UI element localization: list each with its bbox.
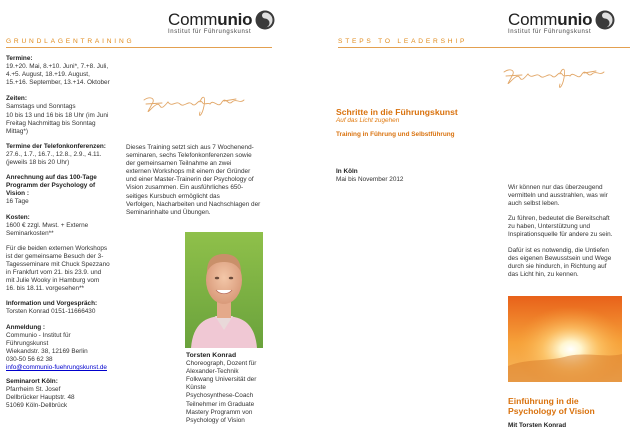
description-line: Dieses Training setzt sich aus 7 Wochenend- xyxy=(126,144,254,151)
training-description xyxy=(126,144,276,217)
title-block xyxy=(336,107,506,139)
description-line: Verfolgen, Nacharbeiten und Nachschlagen der xyxy=(126,200,261,208)
paragraph-line: Dafür ist es notwendig, die Untiefen xyxy=(508,246,609,254)
location-block xyxy=(336,168,404,184)
information-label: Information und Vorgespräch: xyxy=(6,300,98,308)
paragraph-line: Zu führen, bedeutet die Bereitschaft xyxy=(508,215,610,223)
workshops-line: ist der gemeinsame Besuch der 3- xyxy=(6,252,104,260)
person-line: Teilnehmer im Graduate xyxy=(186,400,255,408)
person-line: Choreograph, Dozent für xyxy=(186,360,257,368)
kosten-line: 1600 € zzgl. Mwst. + Externe xyxy=(6,221,89,229)
description-line: seminaren, sechs Telefonkonferenzen sowie xyxy=(126,152,252,160)
person-line: Psychosynthese-Coach xyxy=(186,392,254,400)
termine-line: 19.+20. Mai, 8.+10. Juni*, 7.+8. Juli, xyxy=(6,63,109,71)
section-heading-right: STEPS TO LEADERSHIP xyxy=(338,38,468,45)
heading-divider-right xyxy=(338,47,630,48)
section-heading-left: GRUNDLAGENTRAINING xyxy=(6,38,135,45)
person-line: Mastery Programm von xyxy=(186,408,253,416)
bottom-title-block xyxy=(508,396,595,430)
email-link[interactable]: info@communio-fuehrungskunst.de xyxy=(6,364,107,371)
brand-logo-left xyxy=(168,10,252,35)
paragraph xyxy=(508,247,633,279)
paragraph-line: vermitteln und ausstrahlen, was wir xyxy=(508,192,608,200)
heading-divider-left xyxy=(6,47,272,48)
anrechnung-label: Programm der Psychology of xyxy=(6,182,96,190)
zeiten-label: Zeiten: xyxy=(6,95,27,103)
intro-paragraphs xyxy=(508,184,633,279)
workshops-line: in Frankfurt vom 21. bis 23.9. und xyxy=(6,269,102,277)
bottom-title-line: Einführung in die xyxy=(508,396,579,406)
portrait-caption xyxy=(186,352,276,425)
workshops-line: mit Julie Wooky in Hamburg vom xyxy=(6,277,100,285)
paragraph xyxy=(508,215,633,239)
paragraph-line: Wir können nur das überzeugend xyxy=(508,184,603,191)
person-line: Psychology of Vision xyxy=(186,416,245,424)
paragraph-line: zu haben, Unterstützung und xyxy=(508,223,591,231)
termine-label: Termine: xyxy=(6,55,33,62)
anrechnung-value: 16 Tage xyxy=(6,198,29,206)
anmeldung-line: 030-50 56 62 38 xyxy=(6,355,53,363)
zeiten-line: Mittag*) xyxy=(6,127,29,135)
training-subtitle: Training in Führung und Selbstführung xyxy=(336,131,455,138)
zeiten-line: Samstags und Sonntags xyxy=(6,103,76,111)
description-line: Seminarinhalte und Übungen. xyxy=(126,208,211,216)
anmeldung-label: Anmeldung : xyxy=(6,323,46,331)
signature-graphic xyxy=(500,64,608,94)
communio-logo-icon xyxy=(254,9,276,31)
anmeldung-line: Führungskunst xyxy=(6,339,49,347)
location-value: Mai bis November 2012 xyxy=(336,176,404,184)
main-title: Schritte in die Führungskunst xyxy=(336,107,458,117)
anrechnung-label: Anrechnung auf das 100-Tage xyxy=(6,174,97,182)
workshops-line: 16. bis 18.11. vorgesehen** xyxy=(6,285,85,293)
telefon-line: (jeweils 18 bis 20 Uhr) xyxy=(6,159,70,167)
description-line: seitiges Kursbuch ermöglicht das xyxy=(126,192,220,200)
brand-wordmark: Communio xyxy=(168,10,253,29)
telefon-label: Termine der Telefonkonferenzen: xyxy=(6,142,106,150)
portrait-photo xyxy=(185,232,263,348)
brand-logo-right xyxy=(508,10,592,35)
main-subtitle: Auf das Licht zugehen xyxy=(336,117,400,124)
communio-logo-icon xyxy=(594,9,616,31)
left-info-column xyxy=(6,55,126,410)
termine-line: 15.+16. September, 13.+14. Oktober xyxy=(6,79,110,87)
seminarort-line: Pfarrheim St. Josef xyxy=(6,386,61,394)
description-line: externen Workshops mit einem der Gründer xyxy=(126,168,251,176)
person-line: Folkwang Universität der xyxy=(186,376,257,384)
seminarort-label: Seminarort Köln: xyxy=(6,378,58,386)
zeiten-line: Freitag Nachmittag bis Sonntag xyxy=(6,119,96,127)
kosten-line: Seminarkosten** xyxy=(6,229,54,237)
paragraph-line: das Licht hin, zu kennen. xyxy=(508,270,579,278)
paragraph-line: durch sie hindurch, in Richtung auf xyxy=(508,262,607,270)
paragraph-line: auch selbst leben. xyxy=(508,200,560,208)
signature-graphic xyxy=(140,92,248,122)
termine-line: 4.+5. August, 18.+19. August, xyxy=(6,71,90,79)
paragraph xyxy=(508,184,633,208)
bottom-subtitle: Mit Torsten Konrad xyxy=(508,422,567,429)
bottom-title-line: Psychology of Vision xyxy=(508,406,595,416)
paragraph-line: Inspirationsquelle für andere zu sein. xyxy=(508,231,613,239)
kosten-label: Kosten: xyxy=(6,213,30,221)
person-line: Künste xyxy=(186,384,206,392)
person-name: Torsten Konrad xyxy=(186,352,237,359)
seminarort-line: 51069 Köln-Dellbrück xyxy=(6,402,68,410)
brand-subtitle: Institut für Führungskunst xyxy=(168,29,252,35)
description-line: und einer Master-Trainerin der Psychology of xyxy=(126,176,254,184)
description-line: der gemeinsamen Teilnahme an zwei xyxy=(126,160,232,168)
description-line: Vision zusammen. Ein ausführliches 650- xyxy=(126,184,244,192)
anrechnung-label: Vision : xyxy=(6,190,29,198)
location-label: In Köln xyxy=(336,168,358,175)
paragraph-line: des eigenen Bewusstsein und Wege xyxy=(508,254,612,262)
brand-wordmark: Communio xyxy=(508,10,593,29)
brand-subtitle: Institut für Führungskunst xyxy=(508,29,592,35)
telefon-line: 27.6., 1.7., 16.7., 12.8., 2.9., 4.11. xyxy=(6,150,102,158)
seminarort-line: Dellbrücker Hauptstr. 48 xyxy=(6,394,75,402)
zeiten-line: 10 bis 13 und 16 bis 18 Uhr (im Juni xyxy=(6,111,109,119)
person-line: Alexander-Technik xyxy=(186,368,239,376)
information-value: Torsten Konrad 0151-11666430 xyxy=(6,308,96,316)
workshops-line: Tagesseminare mit Chuck Spezzano xyxy=(6,260,110,268)
sunset-photo xyxy=(508,296,622,382)
anmeldung-line: Communio - Institut für xyxy=(6,331,71,339)
anmeldung-line: Wiekandstr. 38, 12169 Berlin xyxy=(6,347,88,355)
workshops-line: Für die beiden externen Workshops xyxy=(6,244,108,252)
